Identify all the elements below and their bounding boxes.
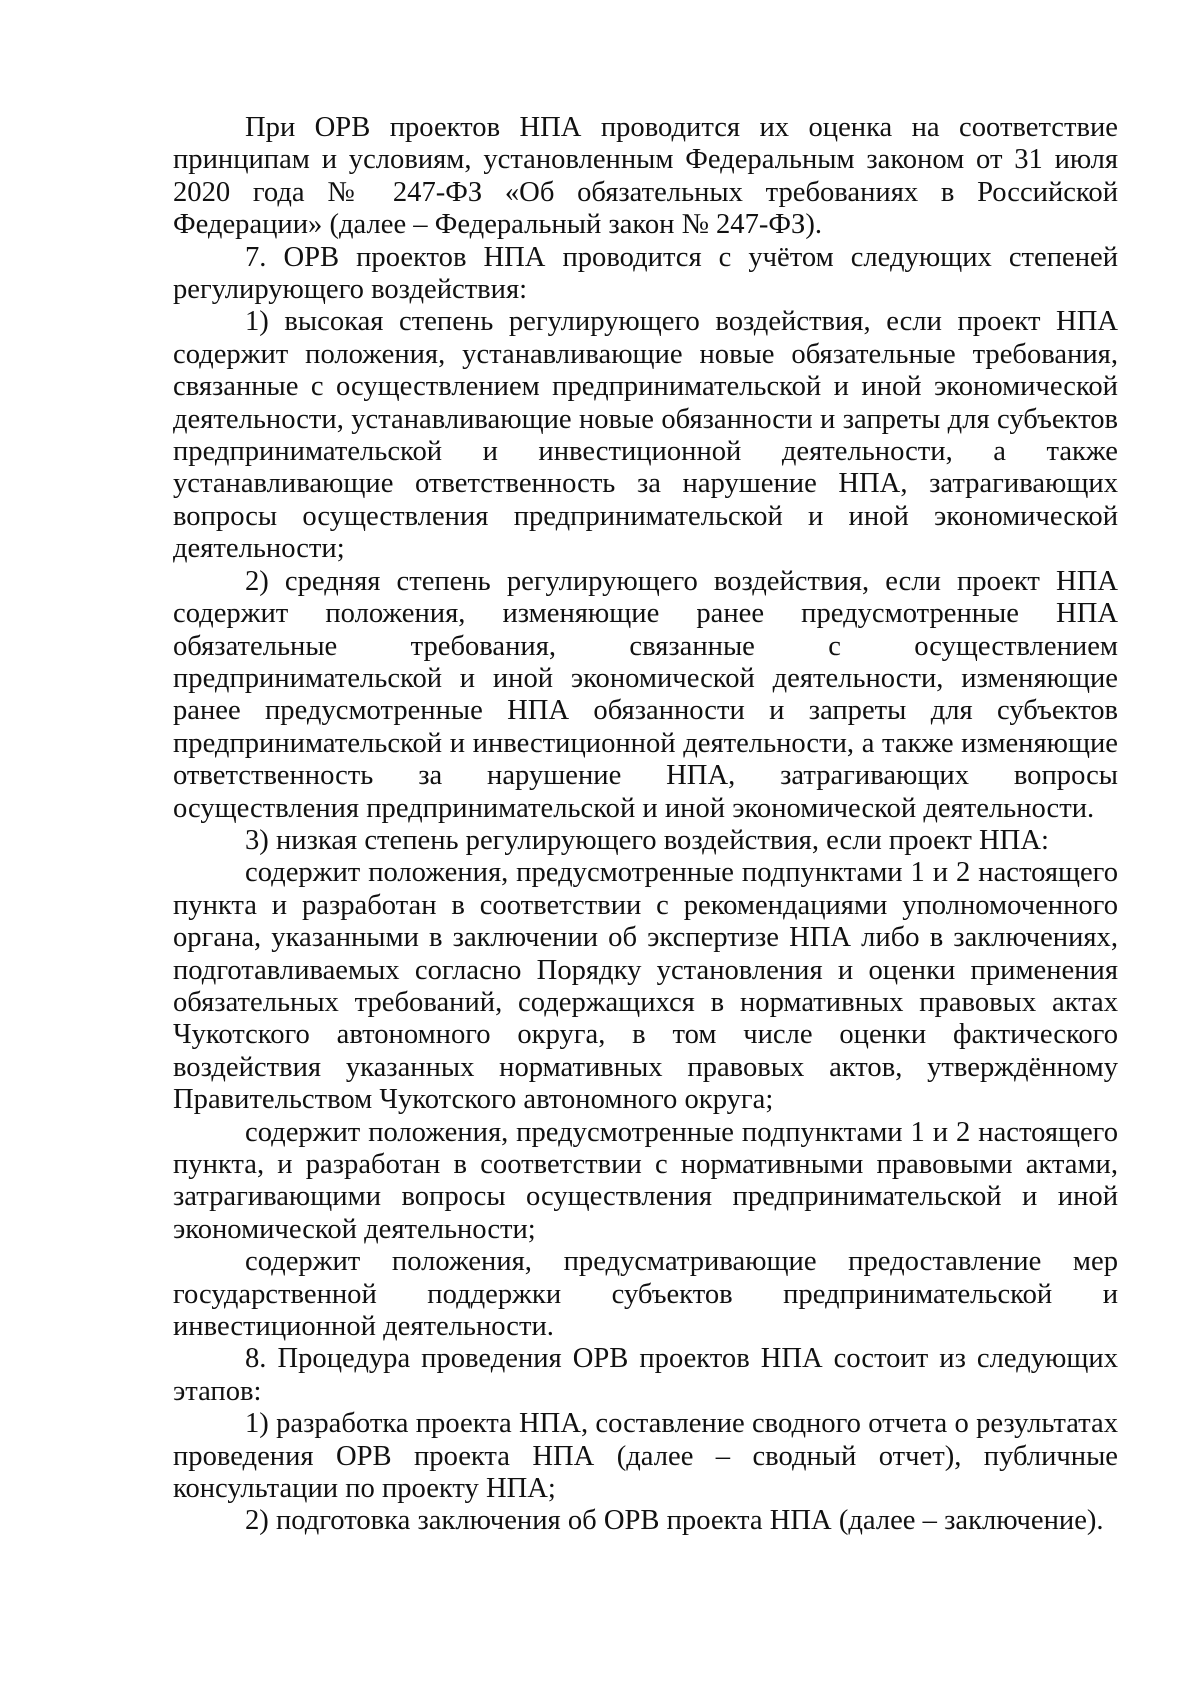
paragraph-low-degree-case-1: содержит положения, предусмотренные подпунктами 1 и 2 настоящего пункта и разработан в соответствии с рекомендациями уполномоченного органа, указанными в заключении об экспертизе НПА либо в заключениях, подготавливаемых согласно Порядку установления и оценки применения обязательных требований, содержащихся в нормативных правовых актах Чукотского автономного округа, в том числе оценки фактического воздействия указанных нормативных правовых актов, утверждённому Правительством Чукотского автономного округа; <box>173 857 1118 1116</box>
paragraph-stage-2: 2) подготовка заключения об ОРВ проекта НПА (далее – заключение). <box>245 1505 1104 1537</box>
paragraph-high-degree: 1) высокая степень регулирующего воздействия, если проект НПА содержит положения, устанавливающие новые обязательные требования, связанные с осуществлением предпринимательской и иной экономической деятельности, устанавливающие новые обязанности и запреты для субъектов предпринимательской и инвестиционной деятельности, а также устанавливающие ответственность за нарушение НПА, затрагивающих вопросы осуществления предпринимательской и иной экономической деятельности; <box>173 306 1118 565</box>
paragraph-low-degree-case-2: содержит положения, предусмотренные подпунктами 1 и 2 настоящего пункта, и разработан в соответствии с нормативными правовыми актами, затрагивающими вопросы осуществления предпринимательской и иной экономической деятельности; <box>173 1116 1118 1245</box>
paragraph-medium-degree: 2) средняя степень регулирующего воздействия, если проект НПА содержит положения, изменяющие ранее предусмотренные НПА обязательные требования, связанные с осуществлением предпринимательской и иной экономической деятельности, изменяющие ранее предусмотренные НПА обязанности и запреты для субъектов предпринимательской и инвестиционной деятельности, а также изменяющие ответственность за нарушение НПА, затрагивающих вопросы осуществления предпринимательской и иной экономической деятельности. <box>173 565 1118 824</box>
paragraph-intro-247fz: При ОРВ проектов НПА проводится их оценка на соответствие принципам и условиям, установленным Федеральным законом от 31 июля 2020 года № 247-ФЗ «Об обязательных требованиях в Российской Федерации» (далее – Федеральный закон № 247-ФЗ). <box>173 112 1118 241</box>
paragraph-item-7: 7. ОРВ проектов НПА проводится с учётом следующих степеней регулирующего воздействия: <box>173 241 1118 306</box>
paragraph-item-8: 8. Процедура проведения ОРВ проектов НПА состоит из следующих этапов: <box>173 1343 1118 1407</box>
paragraph-low-degree-case-3: содержит положения, предусматривающие предоставление мер государственной поддержки субъектов предпринимательской и инвестиционной деятельности. <box>173 1246 1118 1343</box>
paragraph-stage-1: 1) разработка проекта НПА, составление сводного отчета о результатах проведения ОРВ проекта НПА (далее – сводный отчет), публичные консультации по проекту НПА; <box>173 1408 1118 1505</box>
paragraph-low-degree: 3) низкая степень регулирующего воздействия, если проект НПА: <box>245 824 1049 856</box>
document-body <box>173 112 1118 1538</box>
